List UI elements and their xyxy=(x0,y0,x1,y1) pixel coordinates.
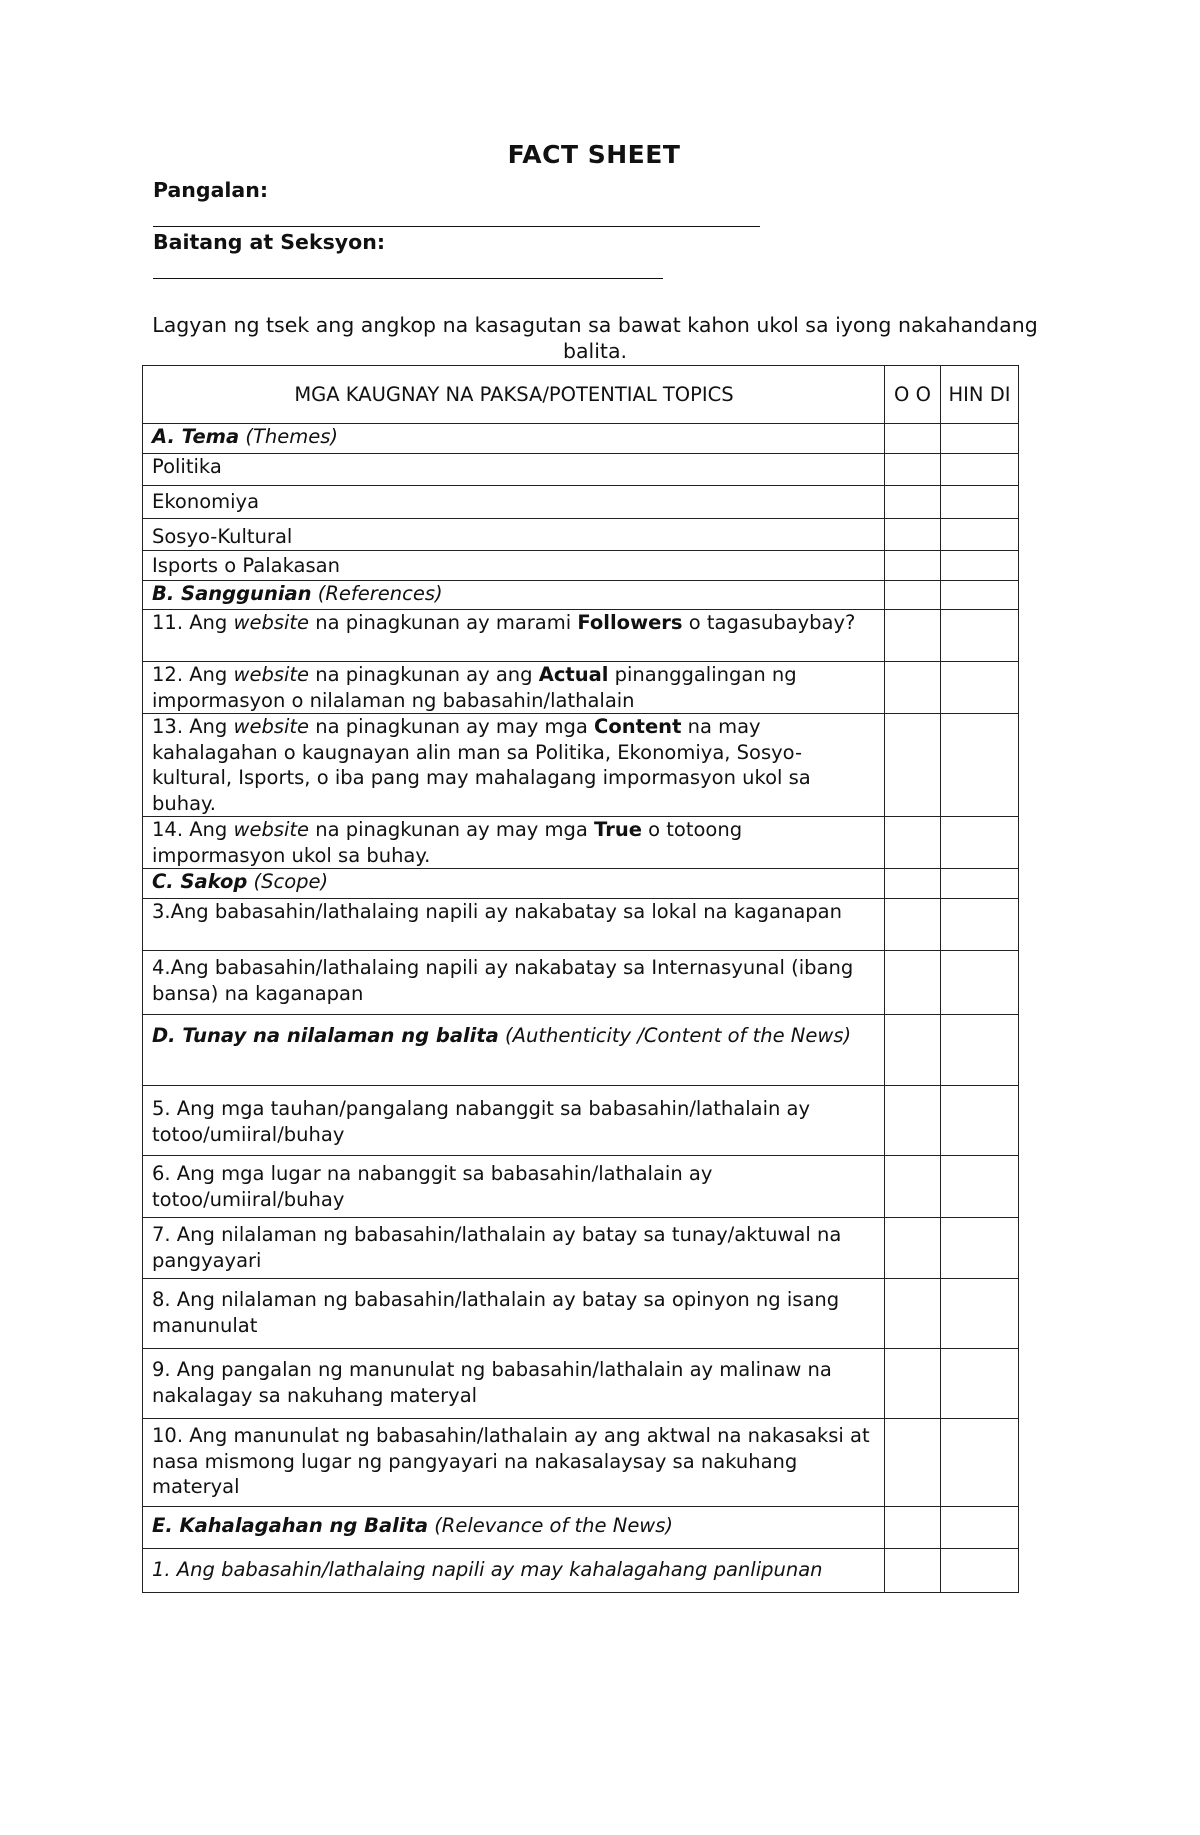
check-no[interactable] xyxy=(941,817,1019,869)
section-d-sub: (Authenticity /Content of the News) xyxy=(498,1024,852,1047)
ref-text: o tagasubaybay? xyxy=(682,611,856,634)
check-no[interactable] xyxy=(941,551,1019,581)
scope-cell: 4.Ang babasahin/lathalaing napili ay nakabatay sa Internasyunal (ibang bansa) na kaganapan xyxy=(143,951,885,1015)
check-yes[interactable] xyxy=(885,1419,941,1507)
authenticity-cell: 8. Ang nilalaman ng babasahin/lathalain ay batay sa opinyon ng isang manunulat xyxy=(143,1279,885,1349)
check-no[interactable] xyxy=(941,424,1019,454)
table-row xyxy=(143,1086,1019,1156)
check-no[interactable] xyxy=(941,1349,1019,1419)
check-no[interactable] xyxy=(941,454,1019,486)
check-no[interactable] xyxy=(941,1507,1019,1549)
check-yes[interactable] xyxy=(885,486,941,519)
authenticity-cell: 5. Ang mga tauhan/pangalang nabanggit sa babasahin/lathalain ay totoo/umiiral/buhay xyxy=(143,1086,885,1156)
check-no[interactable] xyxy=(941,519,1019,551)
check-no[interactable] xyxy=(941,1419,1019,1507)
table-row xyxy=(143,951,1019,1015)
table-row xyxy=(143,714,1019,817)
check-no[interactable] xyxy=(941,610,1019,662)
check-yes[interactable] xyxy=(885,454,941,486)
table-row xyxy=(143,1419,1019,1507)
check-yes[interactable] xyxy=(885,551,941,581)
section-e-head: E. Kahalagahan ng Balita xyxy=(152,1514,428,1537)
section-b-sub: (References) xyxy=(311,582,443,605)
table-header-row xyxy=(143,366,1019,424)
table-row xyxy=(143,899,1019,951)
relevance-cell: 1. Ang babasahin/lathalaing napili ay may kahalagahang panlipunan xyxy=(143,1549,885,1593)
table-row xyxy=(143,610,1019,662)
check-yes[interactable] xyxy=(885,610,941,662)
ref-text: 11. Ang xyxy=(152,611,234,634)
header-no: HIN DI xyxy=(941,366,1019,424)
theme-cell: Ekonomiya xyxy=(143,486,885,519)
check-no[interactable] xyxy=(941,951,1019,1015)
name-line[interactable] xyxy=(153,226,760,227)
ref-text: pinanggalingan ng impormasyon o nilalaman ng babasahin/lathalain xyxy=(152,663,797,712)
ref-text: na pinagkunan ay may mga xyxy=(309,818,595,841)
check-yes[interactable] xyxy=(885,951,941,1015)
theme-cell: Politika xyxy=(143,454,885,486)
check-yes[interactable] xyxy=(885,581,941,610)
section-b-cell xyxy=(143,581,885,610)
instruction-text: Lagyan ng tsek ang angkop na kasagutan sa bawat kahon ukol sa iyong nakahandang balita. xyxy=(152,313,1038,363)
table-row xyxy=(143,454,1019,486)
check-no[interactable] xyxy=(941,581,1019,610)
ref-text: na pinagkunan ay ang xyxy=(309,663,539,686)
ref-text: na pinagkunan ay marami xyxy=(309,611,578,634)
ref-text: 12. Ang xyxy=(152,663,234,686)
section-b-head: B. Sanggunian xyxy=(152,582,312,605)
check-yes[interactable] xyxy=(885,899,941,951)
page-title: FACT SHEET xyxy=(507,140,681,169)
section-e-sub: (Relevance of the News) xyxy=(428,1514,674,1537)
check-yes[interactable] xyxy=(885,1549,941,1593)
table-row xyxy=(143,1279,1019,1349)
section-d-head: D. Tunay na nilalaman ng balita xyxy=(152,1024,499,1047)
header-yes: O O xyxy=(885,366,941,424)
table-row xyxy=(143,1349,1019,1419)
check-yes[interactable] xyxy=(885,424,941,454)
check-yes[interactable] xyxy=(885,1015,941,1086)
ref-italic: website xyxy=(233,611,310,634)
section-label: Baitang at Seksyon: xyxy=(153,230,386,254)
table-row xyxy=(143,1549,1019,1593)
name-label: Pangalan: xyxy=(153,178,269,202)
check-yes[interactable] xyxy=(885,1156,941,1218)
check-no[interactable] xyxy=(941,662,1019,714)
ref-text: na may kahalagahan o kaugnayan alin man sa Politika, Ekonomiya, Sosyo-kultural, Isports, o iba pang may mahalagang impormasyon ukol sa buhay. xyxy=(152,715,811,815)
check-yes[interactable] xyxy=(885,519,941,551)
check-yes[interactable] xyxy=(885,1279,941,1349)
section-e-cell xyxy=(143,1507,885,1549)
table-row xyxy=(143,551,1019,581)
table-row xyxy=(143,1218,1019,1279)
check-no[interactable] xyxy=(941,1015,1019,1086)
authenticity-cell: 10. Ang manunulat ng babasahin/lathalain ay ang aktwal na nakasaksi at nasa mismong lugar ng pangyayari na nakasalaysay sa nakuhang materyal xyxy=(143,1419,885,1507)
scope-cell: 3.Ang babasahin/lathalaing napili ay nakabatay sa lokal na kaganapan xyxy=(143,899,885,951)
reference-cell-11 xyxy=(143,610,885,662)
check-yes[interactable] xyxy=(885,662,941,714)
section-row-a xyxy=(143,424,1019,454)
check-no[interactable] xyxy=(941,714,1019,817)
section-a-sub: (Themes) xyxy=(239,425,338,448)
theme-cell: Isports o Palakasan xyxy=(143,551,885,581)
table-row xyxy=(143,1156,1019,1218)
section-c-cell xyxy=(143,869,885,899)
ref-keyword: Content xyxy=(594,715,682,738)
reference-cell-12 xyxy=(143,662,885,714)
ref-italic: website xyxy=(233,715,310,738)
ref-text: na pinagkunan ay may mga xyxy=(309,715,595,738)
check-no[interactable] xyxy=(941,1549,1019,1593)
check-no[interactable] xyxy=(941,869,1019,899)
check-yes[interactable] xyxy=(885,817,941,869)
check-no[interactable] xyxy=(941,1156,1019,1218)
table-row xyxy=(143,817,1019,869)
table-row xyxy=(143,519,1019,551)
ref-text: o totoong impormasyon ukol sa buhay. xyxy=(152,818,743,867)
check-no[interactable] xyxy=(941,1086,1019,1156)
check-yes[interactable] xyxy=(885,869,941,899)
ref-italic: website xyxy=(233,818,310,841)
check-yes[interactable] xyxy=(885,1218,941,1279)
ref-italic: website xyxy=(233,663,310,686)
check-yes[interactable] xyxy=(885,714,941,817)
check-no[interactable] xyxy=(941,1279,1019,1349)
section-a-cell xyxy=(143,424,885,454)
section-c-head: C. Sakop xyxy=(152,870,248,893)
section-c-sub: (Scope) xyxy=(247,870,329,893)
topics-table xyxy=(142,365,1019,1593)
ref-keyword: Followers xyxy=(577,611,683,634)
section-row-e xyxy=(143,1507,1019,1549)
table-row xyxy=(143,662,1019,714)
ref-keyword: Actual xyxy=(538,663,609,686)
ref-text: 14. Ang xyxy=(152,818,234,841)
section-line[interactable] xyxy=(153,278,663,279)
check-no[interactable] xyxy=(941,486,1019,519)
authenticity-cell: 6. Ang mga lugar na nabanggit sa babasahin/lathalain ay totoo/umiiral/buhay xyxy=(143,1156,885,1218)
section-row-c xyxy=(143,869,1019,899)
header-topics: MGA KAUGNAY NA PAKSA/POTENTIAL TOPICS xyxy=(143,366,885,424)
section-row-b xyxy=(143,581,1019,610)
authenticity-cell: 7. Ang nilalaman ng babasahin/lathalain ay batay sa tunay/aktuwal na pangyayari xyxy=(143,1218,885,1279)
check-no[interactable] xyxy=(941,899,1019,951)
authenticity-cell: 9. Ang pangalan ng manunulat ng babasahin/lathalain ay malinaw na nakalagay sa nakuhang materyal xyxy=(143,1349,885,1419)
section-row-d xyxy=(143,1015,1019,1086)
check-no[interactable] xyxy=(941,1218,1019,1279)
section-d-cell xyxy=(143,1015,885,1086)
check-yes[interactable] xyxy=(885,1507,941,1549)
section-a-head: A. Tema xyxy=(152,425,240,448)
check-yes[interactable] xyxy=(885,1086,941,1156)
table-row xyxy=(143,486,1019,519)
ref-text: 13. Ang xyxy=(152,715,234,738)
theme-cell: Sosyo-Kultural xyxy=(143,519,885,551)
reference-cell-14 xyxy=(143,817,885,869)
reference-cell-13 xyxy=(143,714,885,817)
ref-keyword: True xyxy=(594,818,642,841)
check-yes[interactable] xyxy=(885,1349,941,1419)
